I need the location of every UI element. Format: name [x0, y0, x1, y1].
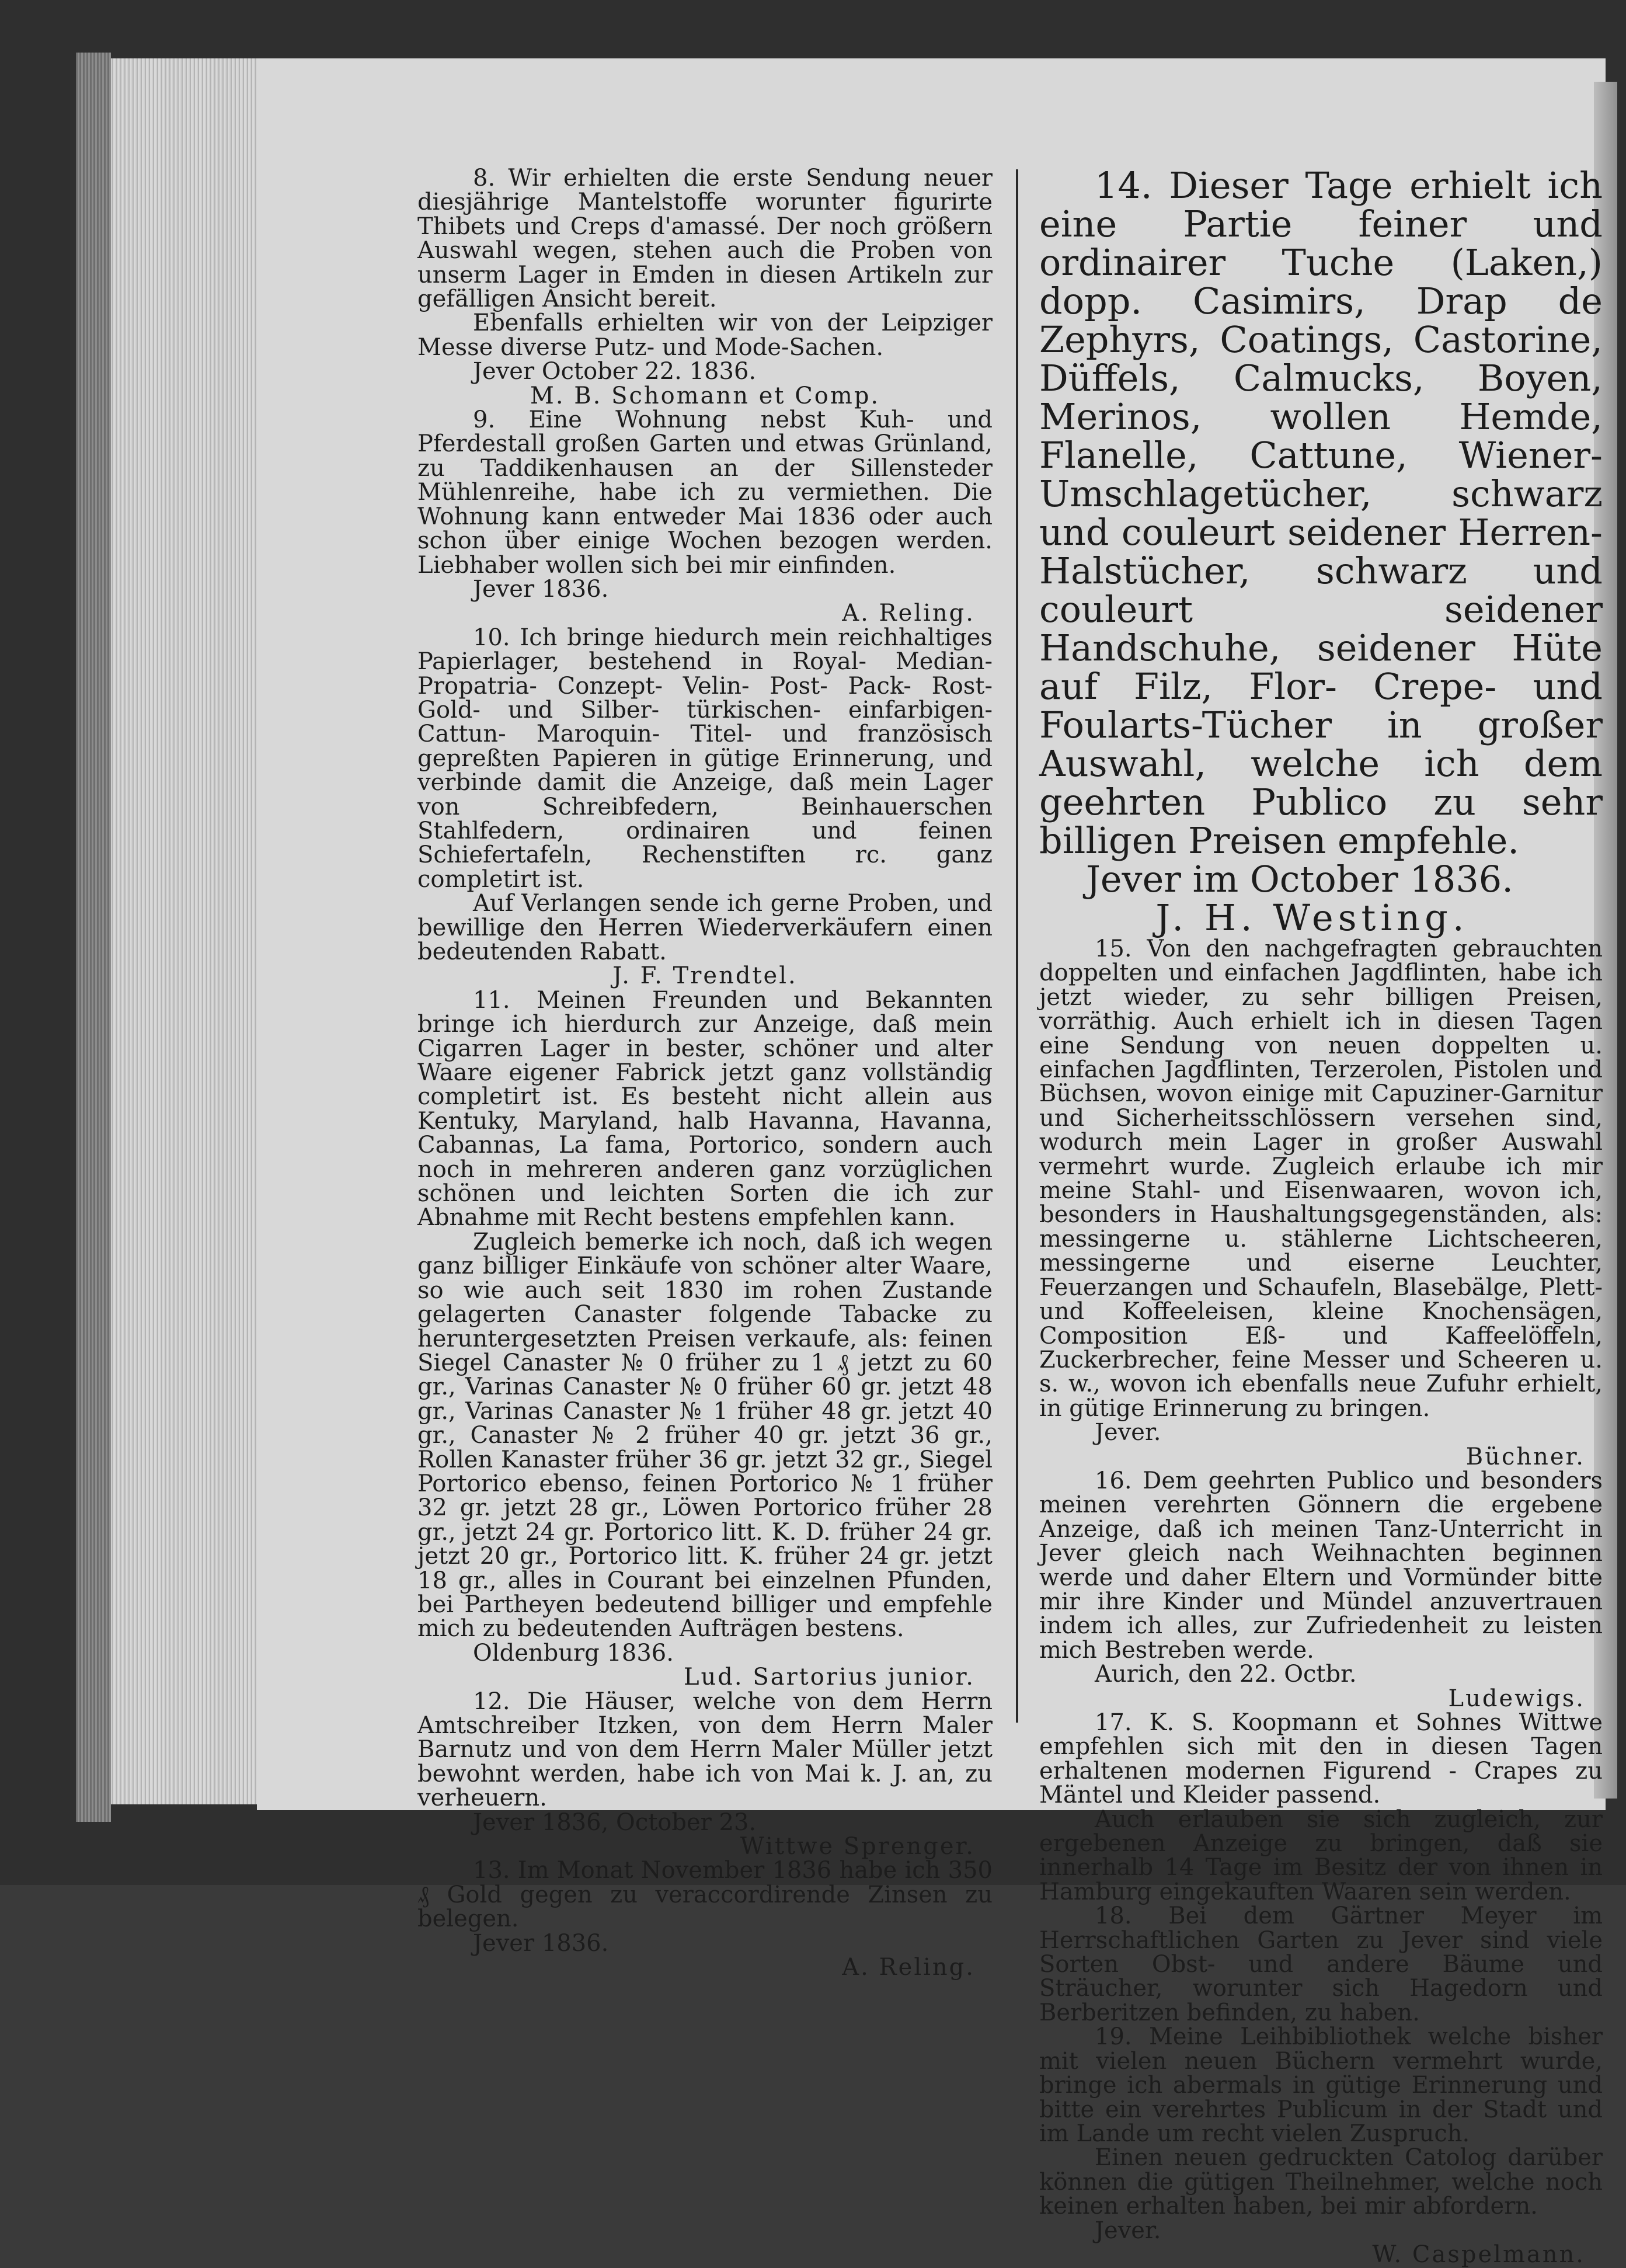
notice-text: 8. Wir erhielten die erste Sendung neuer diesjährige Mantelstoffe worunter figurirte Thibets und Creps d'amassé. Der noch größern Auswahl wegen, stehen auch die Proben von unserm Lager in Emden in diesen Artikeln zur gefälligen Ansicht bereit. [417, 165, 993, 313]
notice-text: 11. Meinen Freunden und Bekannten bringe ich hierdurch zur Anzeige, daß mein Cigarren Lager in bester, schöner und alter Waare eigener Fabrick jetzt ganz vollständig completirt ist. Es besteht nicht allein aus Kentuky, Maryland, halb Havanna, Havanna, Cabannas, La fama, Portorico, sondern auch noch in mehreren anderen ganz vorzüglichen schönen und leichten Sorten die ich zur Abnahme mit Recht bestens empfehlen kann. [417, 986, 993, 1232]
notice-place-date: Aurich, den 22. Octbr. [1095, 1661, 1357, 1688]
notice-place-date: Jever im October 1836. [1086, 858, 1513, 900]
notice-16 [1039, 1469, 1603, 1711]
notice-text: Ebenfalls erhielten wir von der Leipziger Messe diverse Putz- und Mode-Sachen. [417, 309, 993, 361]
notice-text: 13. Im Monat November 1836 habe ich 350 ₰ Gold gegen zu veraccordirende Zinsen zu belegen. [417, 1857, 993, 1933]
notice-place-date: Jever 1836. [473, 575, 609, 603]
notice-text: 17. K. S. Koopmann et Sohnes Wittwe empfehlen sich mit den in diesen Tagen erhaltenen modernen Figurend - Crapes zu Mäntel und Kleider passend. [1039, 1709, 1603, 1809]
notice-8 [417, 166, 993, 408]
notice-signature: Ludewigs. [1448, 1685, 1585, 1712]
notice-place-date: Jever October 22. 1836. [473, 358, 757, 385]
notice-text: 18. Bei dem Gärtner Meyer im Herrschaftlichen Garten zu Jever sind viele Sorten Obst- und andere Bäume und Sträucher, worunter sich Hagedorn und Berberitzen befinden, zu haben. [1039, 1902, 1603, 2026]
notice-signature: J. H. Westing. [1155, 896, 1469, 939]
column-divider [1016, 169, 1018, 1723]
notice-text: 10. Ich bringe hiedurch mein reichhaltiges Papierlager, bestehend in Royal- Median- Propatria- Conzept- Velin- Post- Pack- Rost- Gold- und Silber- türkischen- einfarbigen- Cattun- Maroquin- Titel- und französisch gepreßten Papieren in gütige Erinnerung, und verbinde damit die Anzeige, daß mein Lager von Schreibfedern, Beinhauerschen Stahlfedern, ordinairen und feinen Schiefertafeln, Rechenstiften rc. ganz completirt ist. [417, 624, 993, 893]
notice-13 [417, 1859, 993, 1980]
notice-12 [417, 1690, 993, 1859]
notice-9 [417, 408, 993, 626]
book-spine-edge [76, 53, 111, 1822]
notice-text: 12. Die Häuser, welche von dem Herrn Amtschreiber Itzken, von dem Herrn Maler Barnutz und von dem Herrn Maler Müller jetzt bewohnt werden, habe ich von Mai k. J. an, zu verheuern. [417, 1688, 993, 1812]
notice-text: Auf Verlangen sende ich gerne Proben, und bewillige den Herren Wiederverkäufern einen bedeutenden Rabatt. [417, 890, 993, 965]
notice-signature: M. B. Schomann et Comp. [530, 382, 880, 409]
notice-text: 15. Von den nachgefragten gebrauchten doppelten und einfachen Jagdflinten, habe ich jetzt wieder, zu sehr billigen Preisen, vorräthig. Auch erhielt ich in diesen Tagen eine Sendung von neuen doppelten u. einfachen Jagdflinten, Terzerolen, Pistolen und Büchsen, wovon einige mit Capuziner-Garnitur und Sicherheitsschlössern versehen sind, wodurch mein Lager in großer Auswahl vermehrt wurde. Zugleich erlaube ich mir meine Stahl- und Eisenwaaren, wovon ich, besonders in Haushaltungsgegenständen, als: messingerne u. stählerne Lichtscheeren, messingerne und eiserne Leuchter, Feuerzangen und Schaufeln, Blasebälge, Plett- und Koffeeleisen, kleine Knochensägen, Composition Eß- und Kaffeelöffeln, Zuckerbrecher, feine Messer und Scheeren u. s. w., wovon ich ebenfalls neue Zufuhr erhielt, in gütige Erinnerung zu bringen. [1039, 935, 1603, 1422]
notice-place-date: Jever 1836. [473, 1929, 609, 1957]
notice-signature: A. Reling. [842, 1954, 975, 1981]
notice-signature: J. F. Trendtel. [612, 962, 798, 990]
notice-text: 9. Eine Wohnung nebst Kuh- und Pferdestall großen Garten und etwas Grünland, zu Taddikenhausen an der Sillensteder Mühlenreihe, habe ich zu vermiethen. Die Wohnung kann entweder Mai 1836 oder auch schon über einige Wochen bezogen werden. Liebhaber wollen sich bei mir einfinden. [417, 406, 993, 579]
notice-signature: Wittwe Sprenger. [740, 1833, 975, 1860]
notice-14 [1039, 166, 1603, 937]
notice-10 [417, 626, 993, 989]
notice-place-date: Jever. [1095, 1419, 1161, 1446]
notice-text: Zugleich bemerke ich noch, daß ich wegen ganz billiger Einkäufe von schöner alter Waare, so wie auch seit 1830 im rohen Zustande gelagerten Canaster folgende Tabacke zu heruntergesetzten Preisen verkaufe, als: feinen Siegel Canaster № 0 früher zu 1 ₰ jetzt zu 60 gr., Varinas Canaster № 0 früher 60 gr. jetzt 48 gr., Varinas Canaster № 1 früher 48 gr. jetzt 40 gr., Canaster № 2 früher 40 gr. jetzt 36 gr., Rollen Kanaster früher 36 gr. jetzt 32 gr., Siegel Portorico ebenso, feinen Portorico № 1 früher 32 gr. jetzt 28 gr., Löwen Portorico früher 28 gr., jetzt 24 gr. Portorico litt. K. D. früher 24 gr. jetzt 20 gr., Portorico litt. K. früher 24 gr. jetzt 18 gr., alles in Courant bei einzelnen Pfunden, bei Partheyen bedeutend billiger und empfehle mich zu bedeutenden Aufträgen bestens. [417, 1228, 993, 1643]
right-column [1039, 166, 1603, 2267]
notice-signature: A. Reling. [842, 600, 975, 627]
notice-place-date: Jever 1836, October 23. [473, 1808, 757, 1836]
notice-signature: Büchner. [1465, 1443, 1585, 1470]
notice-19 [1039, 2025, 1603, 2267]
notice-text: 19. Meine Leihbibliothek welche bisher mit vielen neuen Büchern vermehrt wurde, bringe ich abermals in gütige Erinnerung und bitte ein verehrtes Publicum in der Stadt und im Lande um recht vielen Zuspruch. [1039, 2023, 1603, 2147]
page-stack-edges [111, 58, 257, 1804]
notice-signature: W. Caspelmann. [1372, 2241, 1585, 2268]
notice-18 [1039, 1904, 1603, 2025]
notice-11 [417, 986, 993, 1691]
notice-15 [1039, 937, 1603, 1469]
notice-text: 16. Dem geehrten Publico und besonders meinen verehrten Gönnern die ergebene Anzeige, daß ich meinen Tanz-Unterricht in Jever gleich nach Weihnachten beginnen werde und daher Eltern und Vormünder bitte mir ihre Kinder und Mündel anzuvertrauen indem ich alles, zur Zufriedenheit zu leisten mich Bestreben werde. [1039, 1467, 1603, 1664]
notice-signature: Lud. Sartorius junior. [683, 1664, 975, 1691]
notice-17 [1039, 1711, 1603, 1904]
notice-text: 14. Dieser Tage erhielt ich eine Partie feiner und ordinairer Tuche (Laken,) dopp. Casimirs, Drap de Zephyrs, Coatings, Castorine, Düffels, Calmucks, Boyen, Merinos, wollen Hemde, Flanelle, Cattune, Wiener-Umschlagetücher, schwarz und couleurt seidener Herren-Halstücher, schwarz und couleurt seidener Handschuhe, seidener Hüte auf Filz, Flor- Crepe- und Foularts-Tücher in großer Auswahl, welche ich dem geehrten Publico zu sehr billigen Preisen empfehle. [1039, 164, 1603, 862]
notice-text: Einen neuen gedruckten Catolog darüber können die gütigen Theilnehmer, welche noch keinen erhalten haben, bei mir abfordern. [1039, 2144, 1603, 2220]
notice-text: Auch erlauben sie sich zugleich, zur ergebenen Anzeige zu bringen, daß sie innerhalb 14 Tage im Besitz der von ihnen in Hamburg eingekauften Waaren sein werden. [1039, 1806, 1603, 1905]
notice-place-date: Oldenburg 1836. [473, 1639, 674, 1667]
left-column [417, 166, 993, 1980]
notice-place-date: Jever. [1095, 2217, 1161, 2244]
